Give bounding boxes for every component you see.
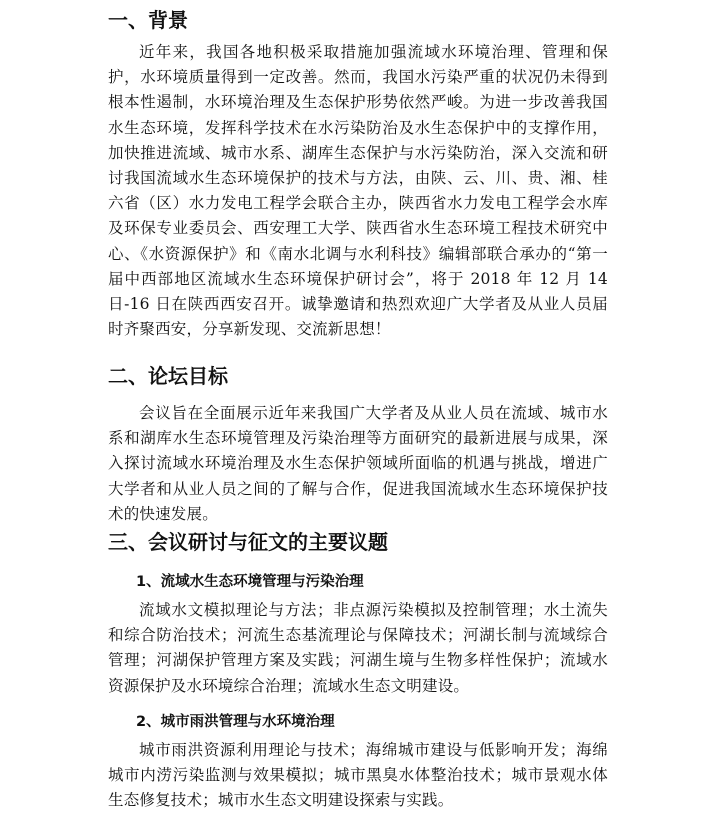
topic-text-watershed: 流域水文模拟理论与方法；非点源污染模拟及控制管理；水土流失和综合防治技术；河流生态基流理论与保障技术；河湖长制与流域综合管理；河湖保护管理方案及实践；河湖生境与生物多样性保护；流域水资源保护及水环境综合治理；流域水生态文明建设。 xyxy=(108,601,608,695)
forum-goals-paragraph: 会议旨在全面展示近年来我国广大学者及从业人员在流域、城市水系和湖库水生态环境管理及污染治理等方面研究的最新进展与成果，深入探讨流域水环境治理及水生态保护领域所面临的机遇与挑战，增进广大学者和从业人员之间的了解与合作，促进我国流域水生态环境保护技术的快速发展。 xyxy=(108,404,608,523)
background-paragraph: 近年来，我国各地积极采取措施加强流域水环境治理、管理和保护，水环境质量得到一定改善。然而，我国水污染严重的状况仍未得到根本性遏制，水环境治理及生态保护形势依然严峻。为进一步改善我国水生态环境，发挥科学技术在水污染防治及水生态保护中的支撑作用，加快推进流域、城市水系、湖库生态保护与水污染防治，深入交流和研讨我国流域水生态环境保护的技术与方法，由陕、云、川、贵、湘、桂六省（区）水力发电工程学会联合主办，陕西省水力发电工程学会水库及环保专业委员会、西安理工大学、陕西省水生态环境工程技术研究中心、《水资源保护》和《南水北调与水利科技》编辑部联合承办的“第一届中西部地区流域水生态环境保护研讨会”，将于 2018 年 12 月 14 日-16 日在陕西西安召开。诚挚邀请和热烈欢迎广大学者及从业人员届时齐聚西安，分享新发现、交流新思想！ xyxy=(108,43,608,339)
topic-heading-watershed: 1、流域水生态环境管理与污染治理 xyxy=(136,574,364,590)
section-heading-topics: 三、会议研讨与征文的主要议题 xyxy=(108,530,388,554)
topic-text-urban-stormwater: 城市雨洪资源利用理论与技术；海绵城市建设与低影响开发；海绵城市内涝污染监测与效果模拟；城市黑臭水体整治技术；城市景观水体生态修复技术；城市水生态文明建设探索与实践。 xyxy=(108,741,608,810)
section-heading-forum-goals: 二、论坛目标 xyxy=(108,364,228,388)
topic-heading-urban-stormwater: 2、城市雨洪管理与水环境治理 xyxy=(136,714,335,730)
section-heading-background: 一、背景 xyxy=(108,8,188,32)
